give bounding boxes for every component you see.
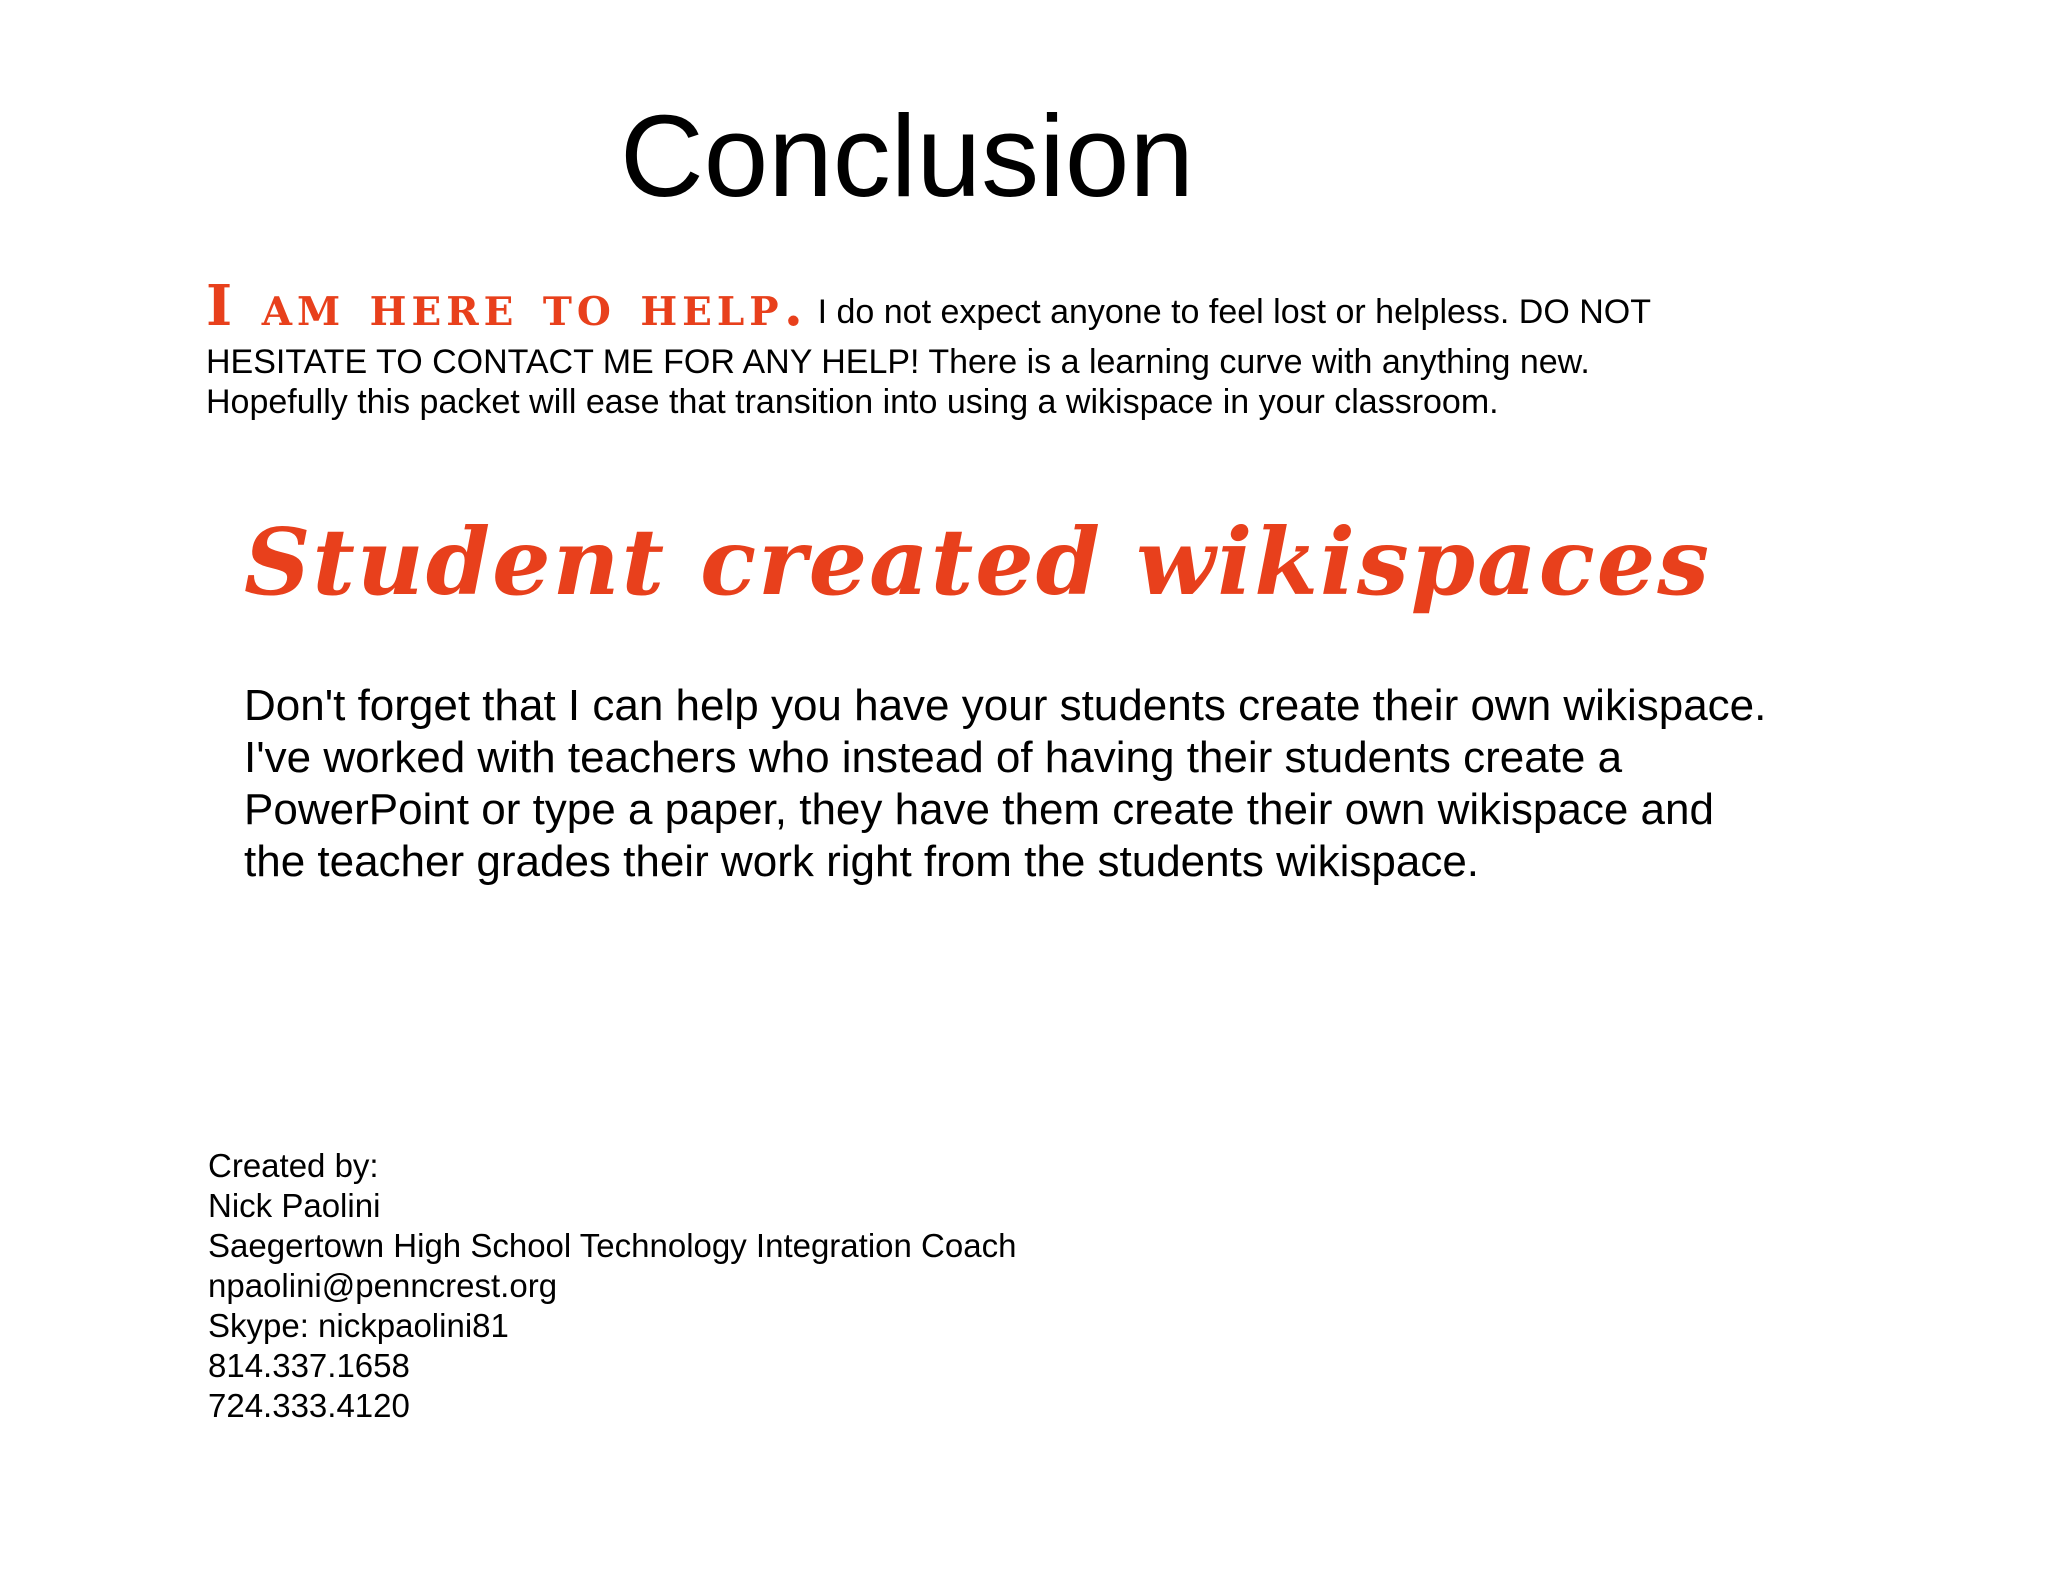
body-line: PowerPoint or type a paper, they have them create their own wikispace and — [244, 785, 1714, 834]
credits-author-role: Saegertown High School Technology Integration Coach — [208, 1227, 1017, 1264]
body-line: Don't forget that I can help you have your students create their own wikispace. — [244, 681, 1767, 730]
section-heading: Student created wikispaces — [244, 508, 1712, 616]
credits-block — [208, 1146, 1016, 1426]
body-line: the teacher grades their work right from the students wikispace. — [244, 837, 1480, 886]
intro-line-3: Hopefully this packet will ease that transition into using a wikispace in your classroom. — [206, 383, 1499, 421]
intro-line-2: HESITATE TO CONTACT ME FOR ANY HELP! There is a learning curve with anything new. — [206, 343, 1590, 381]
credits-author-name: Nick Paolini — [208, 1187, 381, 1224]
page-title: Conclusion — [620, 91, 1194, 221]
intro-paragraph — [206, 273, 1846, 422]
body-paragraph — [244, 680, 1884, 888]
intro-line-1 — [206, 273, 1846, 342]
credits-skype: Skype: nickpaolini81 — [208, 1307, 509, 1344]
credits-label: Created by: — [208, 1147, 379, 1184]
intro-lead-heading: I am here to help. — [206, 273, 809, 339]
body-line: I've worked with teachers who instead of having their students create a — [244, 733, 1623, 782]
intro-line-1-text: I do not expect anyone to feel lost or helpless. DO NOT — [817, 293, 1652, 331]
credits-phone-1: 814.337.1658 — [208, 1347, 410, 1384]
credits-phone-2: 724.333.4120 — [208, 1387, 410, 1424]
credits-email: npaolini@penncrest.org — [208, 1267, 558, 1304]
